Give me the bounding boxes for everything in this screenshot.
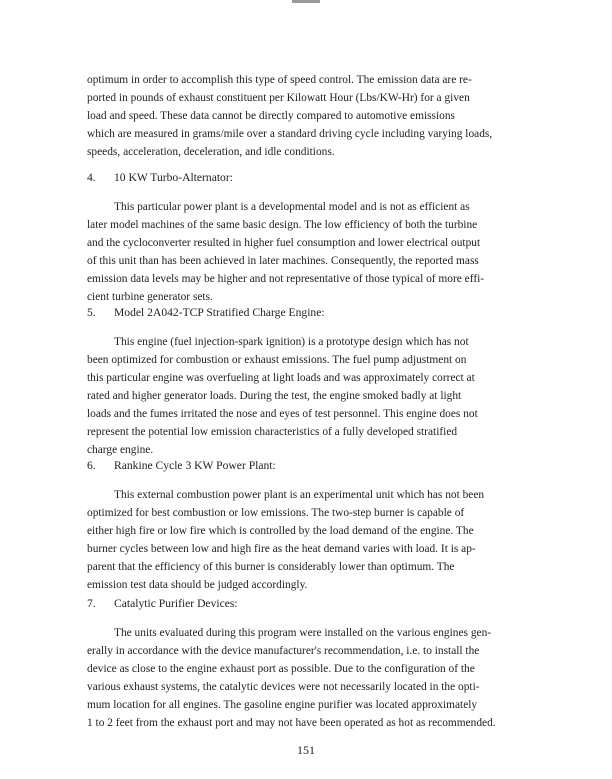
section-heading-6 — [87, 458, 276, 474]
text-line: represent the potential low emission characteristics of a fully developed stratified — [87, 426, 458, 438]
text-line: burner cycles between low and high fire as the heat demand varies with load. It is ap- — [87, 543, 476, 555]
section-title: Catalytic Purifier Devices: — [114, 597, 238, 610]
text-line: device as close to the engine exhaust port as possible. Due to the configuration of the — [87, 663, 475, 675]
section-title: 10 KW Turbo-Alternator: — [114, 171, 233, 184]
text-line: of this unit than has been achieved in later machines. Consequently, the reported mass — [87, 255, 479, 267]
section-number: 7. — [87, 597, 96, 610]
section-paragraph-5 — [87, 333, 562, 459]
text-line: The units evaluated during this program were installed on the various engines gen- — [114, 627, 492, 639]
text-line: cient turbine generator sets. — [87, 291, 213, 303]
text-line: later model machines of the same basic design. The low efficiency of both the turbine — [87, 219, 478, 231]
section-paragraph-7 — [87, 624, 562, 732]
section-heading-7 — [87, 596, 238, 612]
text-line: erally in accordance with the device manufacturer's recommendation, i.e. to install the — [87, 645, 480, 657]
text-line: optimized for best combustion or low emissions. The two-step burner is capable of — [87, 507, 465, 519]
text-line: this particular engine was overfueling at light loads and was approximately correct at — [87, 372, 475, 384]
text-line: been optimized for combustion or exhaust emissions. The fuel pump adjustment on — [87, 354, 467, 366]
text-line: This engine (fuel injection-spark ignition) is a prototype design which has not — [114, 336, 469, 348]
section-heading-4 — [87, 170, 233, 186]
section-number: 5. — [87, 306, 96, 319]
text-line: optimum in order to accomplish this type of speed control. The emission data are re- — [87, 74, 472, 86]
text-line: load and speed. These data cannot be directly compared to automotive emissions — [87, 110, 455, 122]
text-line: which are measured in grams/mile over a standard driving cycle including varying loads, — [87, 128, 493, 140]
text-line: loads and the fumes irritated the nose and eyes of test personnel. This engine does not — [87, 408, 478, 420]
scan-mark — [292, 0, 320, 3]
section-number: 6. — [87, 459, 96, 472]
text-line: either high fire or low fire which is controlled by the load demand of the engine. The — [87, 525, 474, 537]
section-paragraph-4 — [87, 198, 562, 306]
text-line: ported in pounds of exhaust constituent per Kilowatt Hour (Lbs/KW-Hr) for a given — [87, 92, 470, 104]
text-line: charge engine. — [87, 444, 154, 456]
text-line: speeds, acceleration, deceleration, and idle conditions. — [87, 146, 335, 158]
section-paragraph-6 — [87, 486, 562, 594]
text-line: emission test data should be judged accordingly. — [87, 579, 308, 591]
section-number: 4. — [87, 171, 96, 184]
text-line: This external combustion power plant is an experimental unit which has not been — [114, 489, 485, 501]
text-line: rated and higher generator loads. During the test, the engine smoked badly at light — [87, 390, 462, 402]
text-line: emission data levels may be higher and not representative of those typical of more effi- — [87, 273, 485, 285]
text-line: This particular power plant is a developmental model and is not as efficient as — [114, 201, 470, 213]
section-title: Rankine Cycle 3 KW Power Plant: — [114, 459, 276, 472]
text-line: mum location for all engines. The gasoline engine purifier was located approximately — [87, 699, 478, 711]
text-line: 1 to 2 feet from the exhaust port and may not have been operated as hot as recommended. — [87, 717, 496, 729]
intro-paragraph — [87, 71, 562, 161]
text-line: parent that the efficiency of this burner is considerably lower than optimum. The — [87, 561, 455, 573]
text-line: and the cycloconverter resulted in higher fuel consumption and lower electrical output — [87, 237, 481, 249]
text-line: various exhaust systems, the catalytic devices were not necessarily located in the opti- — [87, 681, 480, 693]
section-title: Model 2A042-TCP Stratified Charge Engine: — [114, 306, 325, 319]
page-number: 151 — [297, 743, 315, 757]
section-heading-5 — [87, 305, 325, 321]
